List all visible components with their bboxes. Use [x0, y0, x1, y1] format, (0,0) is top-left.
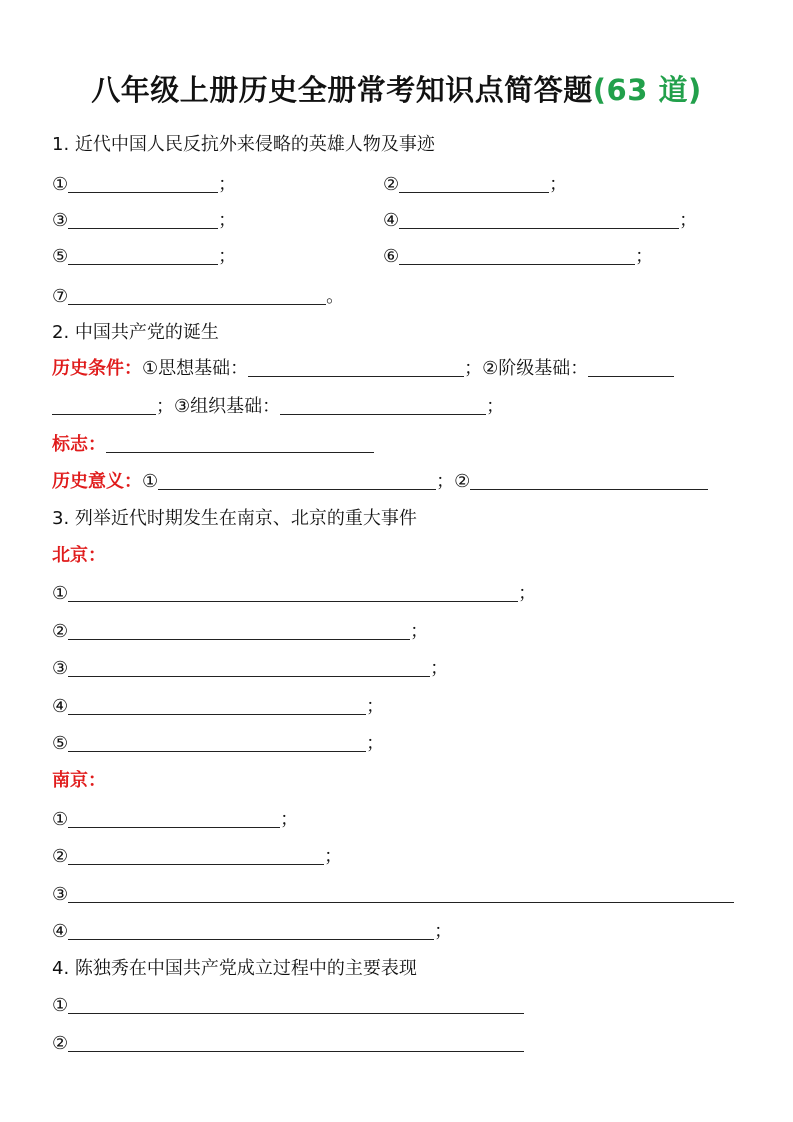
circle-5: ⑤: [52, 246, 69, 267]
beijing-row-1: [52, 579, 536, 609]
semicolon: ；: [324, 846, 343, 867]
semicolon: ；: [434, 921, 453, 942]
q2-sign-row: [52, 430, 374, 460]
circle-1: ①: [52, 809, 69, 830]
nanjing-label: 南京：: [52, 770, 106, 791]
q4-row-2: [52, 1029, 524, 1059]
circle-2: ②: [52, 1033, 69, 1054]
q1-blank-2-row: [383, 170, 567, 200]
nanjing-blank-3[interactable]: [68, 882, 734, 903]
circle-2: ②: [383, 174, 400, 195]
semicolon: ；: [549, 174, 568, 195]
circle-1: ①: [52, 174, 69, 195]
q1-blank-6-row: [383, 242, 653, 272]
semicolon: ；: [518, 583, 537, 604]
q3-heading: 3. 列举近代时期发生在南京、北京的重大事件: [52, 508, 417, 529]
thought-label: 思想基础：: [158, 358, 249, 379]
semicolon: ；: [679, 210, 698, 231]
q1-heading: 1. 近代中国人民反抗外来侵略的英雄人物及事迹: [52, 134, 435, 155]
class-label: 阶级基础：: [498, 358, 589, 379]
title-main: 八年级上册历史全册常考知识点简答题: [91, 73, 593, 107]
semicolon: ；: [430, 658, 449, 679]
beijing-row-4: [52, 692, 384, 722]
circle-1: ①: [52, 583, 69, 604]
org-label: 组织基础：: [190, 396, 281, 417]
beijing-blank-2[interactable]: [68, 619, 410, 640]
circle-3: ③: [52, 884, 69, 905]
semicolon: ；: [436, 471, 455, 492]
beijing-row-5: [52, 729, 384, 759]
q2-meaning-row: [52, 467, 708, 497]
circle-2: ②: [482, 358, 499, 379]
meaning-blank-1[interactable]: [158, 469, 436, 490]
circle-6: ⑥: [383, 246, 400, 267]
nanjing-blank-2[interactable]: [68, 844, 324, 865]
q1-blank-4-row: [383, 206, 697, 236]
q4-row-1: [52, 991, 524, 1021]
q1-blank-4[interactable]: [399, 208, 679, 229]
nanjing-blank-4[interactable]: [68, 919, 434, 940]
period: 。: [326, 286, 345, 307]
title-count: (63 道): [592, 73, 702, 107]
sign-label: 标志：: [52, 434, 106, 455]
nanjing-row-2: [52, 842, 342, 872]
q1-blank-7[interactable]: [68, 284, 326, 305]
circle-1: ①: [142, 358, 159, 379]
semicolon: ；: [218, 174, 237, 195]
thought-blank[interactable]: [248, 356, 464, 377]
semicolon: ；: [464, 358, 483, 379]
q2-conditions-row: [52, 354, 674, 384]
nanjing-blank-1[interactable]: [68, 807, 280, 828]
circle-7: ⑦: [52, 286, 69, 307]
class-blank[interactable]: [588, 356, 674, 377]
org-blank[interactable]: [280, 394, 486, 415]
circle-5: ⑤: [52, 733, 69, 754]
conditions-label: 历史条件：: [52, 358, 142, 379]
circle-3: ③: [174, 396, 191, 417]
q1-blank-1-row: [52, 170, 236, 200]
circle-4: ④: [52, 921, 69, 942]
meaning-label: 历史意义：: [52, 471, 142, 492]
q1-blank-5-row: [52, 242, 236, 272]
semicolon: ；: [218, 246, 237, 267]
page-title: [0, 68, 793, 109]
q4-heading: 4. 陈独秀在中国共产党成立过程中的主要表现: [52, 958, 417, 979]
class-blank-cont[interactable]: [52, 394, 156, 415]
meaning-blank-2[interactable]: [470, 469, 708, 490]
semicolon: ；: [366, 733, 385, 754]
q1-blank-7-row: [52, 282, 344, 312]
q1-blank-3-row: [52, 206, 236, 236]
q1-blank-3[interactable]: [68, 208, 218, 229]
beijing-blank-1[interactable]: [68, 581, 518, 602]
nanjing-row-1: [52, 805, 298, 835]
q1-blank-1[interactable]: [68, 172, 218, 193]
beijing-label: 北京：: [52, 545, 106, 566]
q1-blank-5[interactable]: [68, 244, 218, 265]
beijing-blank-4[interactable]: [68, 694, 366, 715]
circle-2: ②: [454, 471, 471, 492]
circle-4: ④: [52, 696, 69, 717]
beijing-blank-5[interactable]: [68, 731, 366, 752]
q1-blank-2[interactable]: [399, 172, 549, 193]
circle-4: ④: [383, 210, 400, 231]
nanjing-row-4: [52, 917, 452, 947]
nanjing-row-3: [52, 880, 734, 910]
semicolon: ；: [280, 809, 299, 830]
q4-blank-2[interactable]: [68, 1031, 524, 1052]
sign-blank[interactable]: [106, 432, 374, 453]
circle-1: ①: [142, 471, 159, 492]
circle-2: ②: [52, 621, 69, 642]
q4-blank-1[interactable]: [68, 993, 524, 1014]
semicolon: ；: [156, 396, 174, 417]
circle-2: ②: [52, 846, 69, 867]
semicolon: ；: [410, 621, 429, 642]
circle-3: ③: [52, 658, 69, 679]
circle-3: ③: [52, 210, 69, 231]
semicolon: ；: [635, 246, 654, 267]
beijing-blank-3[interactable]: [68, 656, 430, 677]
semicolon: ；: [218, 210, 237, 231]
q2-heading: 2. 中国共产党的诞生: [52, 322, 219, 343]
beijing-row-3: [52, 654, 448, 684]
semicolon: ；: [486, 396, 505, 417]
beijing-row-2: [52, 617, 428, 647]
q1-blank-6[interactable]: [399, 244, 635, 265]
semicolon: ；: [366, 696, 385, 717]
q2-org-row: [52, 392, 504, 422]
circle-1: ①: [52, 995, 69, 1016]
